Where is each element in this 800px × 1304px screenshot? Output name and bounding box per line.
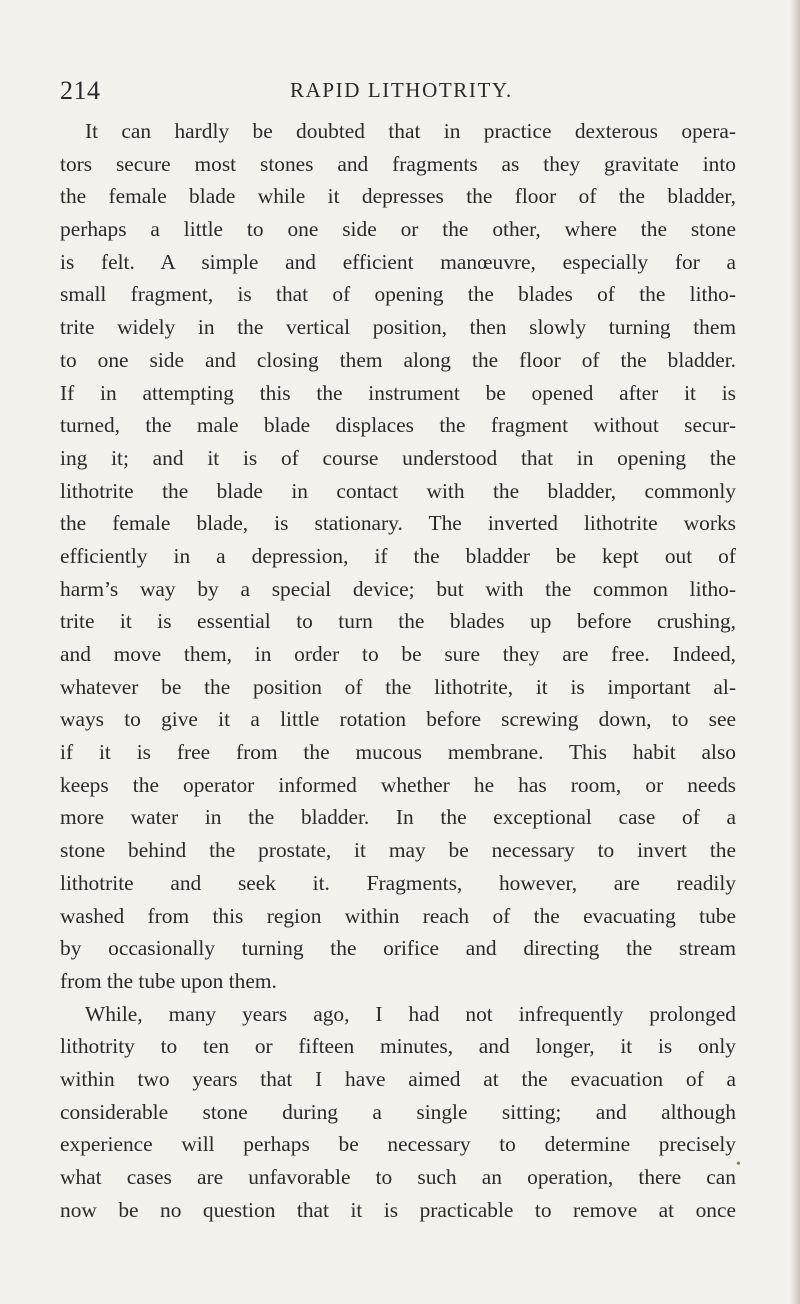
text-line: keeps the operator informed whether he has room, or needs: [60, 772, 736, 797]
text-line: lithotrite the blade in contact with the bladder, commonly: [60, 478, 736, 503]
text-line: the female blade, is stationary. The inverted lithotrite works: [60, 511, 736, 536]
running-head: RAPID LITHOTRITY.: [290, 78, 513, 102]
text-line: if it is free from the mucous membrane. This habit also: [60, 740, 736, 765]
text-line: washed from this region within reach of the evacuating tube: [60, 903, 736, 928]
body-text: [60, 115, 736, 1226]
page-edge-shadow: [790, 0, 800, 1304]
text-line: what cases are unfavorable to such an operation, there can: [60, 1165, 736, 1189]
text-line: perhaps a little to one side or the other, where the stone: [60, 217, 736, 242]
text-line: While, many years ago, I had not infrequently prolonged: [85, 1001, 736, 1026]
text-line: whatever be the position of the lithotrite, it is important al-: [60, 674, 736, 699]
text-line: If in attempting this the instrument be opened after it is: [60, 380, 736, 405]
text-line: and move them, in order to be sure they are free. Indeed,: [60, 642, 736, 666]
page-header: [60, 76, 740, 106]
text-line: It can hardly be doubted that in practice dexterous opera-: [85, 119, 736, 143]
text-line: experience will perhaps be necessary to determine precisely: [60, 1132, 736, 1157]
text-line: trite widely in the vertical position, then slowly turning them: [60, 315, 736, 340]
text-line: the female blade while it depresses the floor of the bladder,: [60, 184, 736, 209]
text-line: ing it; and it is of course understood that in opening the: [60, 445, 736, 470]
text-line: is felt. A simple and efficient manœuvre, especially for a: [60, 249, 736, 274]
paragraph-end-line: from the tube upon them.: [60, 968, 277, 993]
text-line: stone behind the prostate, it may be necessary to invert the: [60, 838, 736, 863]
ink-speck: •: [736, 1157, 741, 1172]
text-line: considerable stone during a single sitting; and although: [60, 1099, 736, 1124]
text-line: trite it is essential to turn the blades up before crushing,: [60, 609, 736, 634]
text-line: within two years that I have aimed at the evacuation of a: [60, 1066, 736, 1091]
text-line: lithotrity to ten or fifteen minutes, and longer, it is only: [60, 1034, 736, 1059]
text-line: by occasionally turning the orifice and directing the stream: [60, 936, 736, 961]
text-line: harm’s way by a special device; but with the common litho-: [60, 576, 736, 601]
text-line: turned, the male blade displaces the fragment without secur-: [60, 413, 736, 438]
text-line: efficiently in a depression, if the bladder be kept out of: [60, 543, 736, 568]
text-line: now be no question that it is practicable to remove at once: [60, 1197, 736, 1222]
text-line: tors secure most stones and fragments as they gravitate into: [60, 151, 736, 176]
page-number: 214: [60, 76, 101, 105]
text-line: lithotrite and seek it. Fragments, however, are readily: [60, 870, 736, 895]
text-line: small fragment, is that of opening the blades of the litho-: [60, 282, 736, 307]
text-line: more water in the bladder. In the exceptional case of a: [60, 805, 736, 830]
text-line: to one side and closing them along the floor of the bladder.: [60, 347, 736, 372]
text-line: ways to give it a little rotation before screwing down, to see: [60, 707, 736, 732]
